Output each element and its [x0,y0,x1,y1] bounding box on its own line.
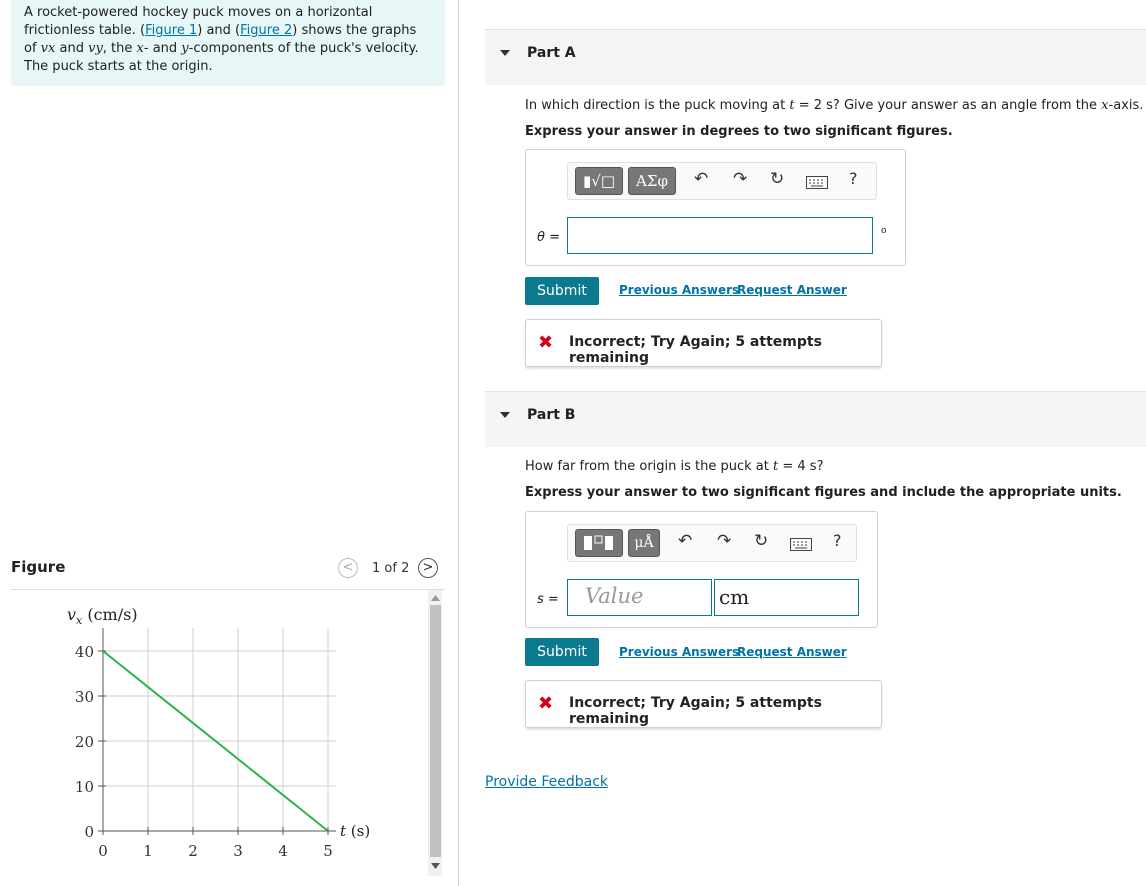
figure-title: Figure [11,558,66,576]
feedback-message: Incorrect; Try Again; 5 attempts remaining [569,334,822,366]
part-b-answer-box [525,511,878,628]
keyboard-icon[interactable] [806,176,828,189]
reset-icon[interactable]: ↻ [754,531,769,551]
y-symbol: y [181,41,189,56]
part-b-instruction: Express your answer to two significant figures and include the appropriate units. [525,485,1122,500]
question-text: = 2 s? Give your answer as an angle from the [794,98,1102,113]
figure-prev-button[interactable]: < [338,558,358,578]
figure-scroll-thumb[interactable] [430,605,441,857]
vx-symbol: vx [40,41,56,56]
vx-chart [50,598,390,868]
value-unit-template-icon [576,530,622,556]
scroll-up-arrow-icon[interactable] [430,593,441,603]
part-a-title: Part A [527,45,576,61]
t-symbol: t [773,459,779,474]
collapse-triangle-icon[interactable] [500,412,510,418]
redo-icon[interactable]: ↷ [717,531,732,551]
figure-2-link[interactable]: Figure 2 [240,23,293,38]
part-a-toolbar [567,162,877,200]
part-b-header[interactable] [485,391,1146,447]
figure-pager [338,558,446,580]
theta-input[interactable] [567,217,873,254]
x-tick-label: 5 [323,842,333,860]
theta-label: θ = [537,230,560,245]
figure-divider [11,589,445,590]
intro-text: and [55,41,89,56]
redo-icon[interactable]: ↷ [733,169,748,189]
help-icon[interactable]: ? [849,169,858,188]
part-a-header[interactable] [485,29,1146,85]
t-symbol: t [789,98,795,113]
intro-text: ) shows the graphs of [24,23,417,56]
part-a-answer-box [525,149,906,266]
y-tick-label: 30 [74,688,94,706]
question-text: In which direction is the puck moving at [525,98,790,113]
figure-1-link[interactable]: Figure 1 [145,23,198,38]
x-symbol: x [1101,98,1109,113]
intro-text: , the [102,41,137,56]
reset-icon[interactable]: ↻ [770,169,785,189]
x-axis-label: t (s) [340,822,371,840]
y-tick-label: 20 [74,733,94,751]
help-icon[interactable]: ? [833,531,842,550]
part-a-submit-button[interactable]: Submit [525,277,599,305]
part-b-feedback [525,680,882,728]
intro-text: -components of the puck's velocity. The puck starts at the origin. [24,41,419,74]
scroll-down-arrow-icon[interactable] [430,861,441,871]
part-b-submit-button[interactable]: Submit [525,638,599,666]
column-divider [458,0,459,886]
y-tick-label: 40 [74,643,94,661]
question-text: = 4 s? [778,459,824,474]
part-a-feedback [525,319,882,367]
y-tick-label: 10 [74,778,94,796]
x-tick-label: 2 [188,842,198,860]
symbols-button[interactable]: ΑΣφ [628,167,676,195]
templates-button[interactable]: ▮√□ [575,167,623,195]
part-b-title: Part B [527,407,576,423]
x-tick-label: 0 [98,842,108,860]
collapse-triangle-icon[interactable] [500,50,510,56]
chart-grid [103,628,336,831]
intro-text: ) and ( [197,23,241,38]
x-tick-label: 4 [278,842,288,860]
part-b-toolbar [567,524,857,562]
part-a-previous-answers-link[interactable]: Previous Answers [619,283,740,297]
x-tick-label: 3 [233,842,243,860]
intro-text: A rocket-powered hockey puck moves on a horizontal frictionless table. ( [24,5,373,38]
part-a-instruction: Express your answer in degrees to two significant figures. [525,124,953,139]
problem-intro [11,0,445,86]
part-b-question [525,459,823,474]
keyboard-icon[interactable] [790,538,812,551]
part-b-previous-answers-link[interactable]: Previous Answers [619,645,740,659]
value-input[interactable]: Value [567,579,712,616]
undo-icon[interactable]: ↶ [678,531,693,551]
y-axis-label: $v_x$ (cm/s) [67,605,138,627]
intro-text: - and [143,41,182,56]
s-label: s = [537,592,559,607]
x-symbol: x [136,41,144,56]
chart-axes [103,628,336,831]
chart-ticks [75,643,333,860]
provide-feedback-link[interactable]: Provide Feedback [485,774,609,790]
vy-symbol: vy [88,41,103,56]
units-symbols-button[interactable]: μÅ [628,529,660,557]
x-tick-label: 1 [143,842,153,860]
incorrect-x-icon: ✖ [538,332,554,353]
feedback-message: Incorrect; Try Again; 5 attempts remaining [569,695,822,727]
part-a-question [525,98,1143,113]
figure-next-button[interactable]: > [418,558,438,578]
figure-counter: 1 of 2 [372,561,410,576]
part-b-request-answer-link[interactable]: Request Answer [737,645,847,659]
degree-unit: o [881,226,887,236]
question-text: -axis. [1108,98,1144,113]
units-template-button[interactable] [575,529,623,557]
units-input[interactable]: cm [714,579,859,616]
undo-icon[interactable]: ↶ [694,169,709,189]
incorrect-x-icon: ✖ [538,693,554,714]
y-tick-label: 0 [84,823,94,841]
question-text: How far from the origin is the puck at [525,459,773,474]
part-a-request-answer-link[interactable]: Request Answer [737,283,847,297]
